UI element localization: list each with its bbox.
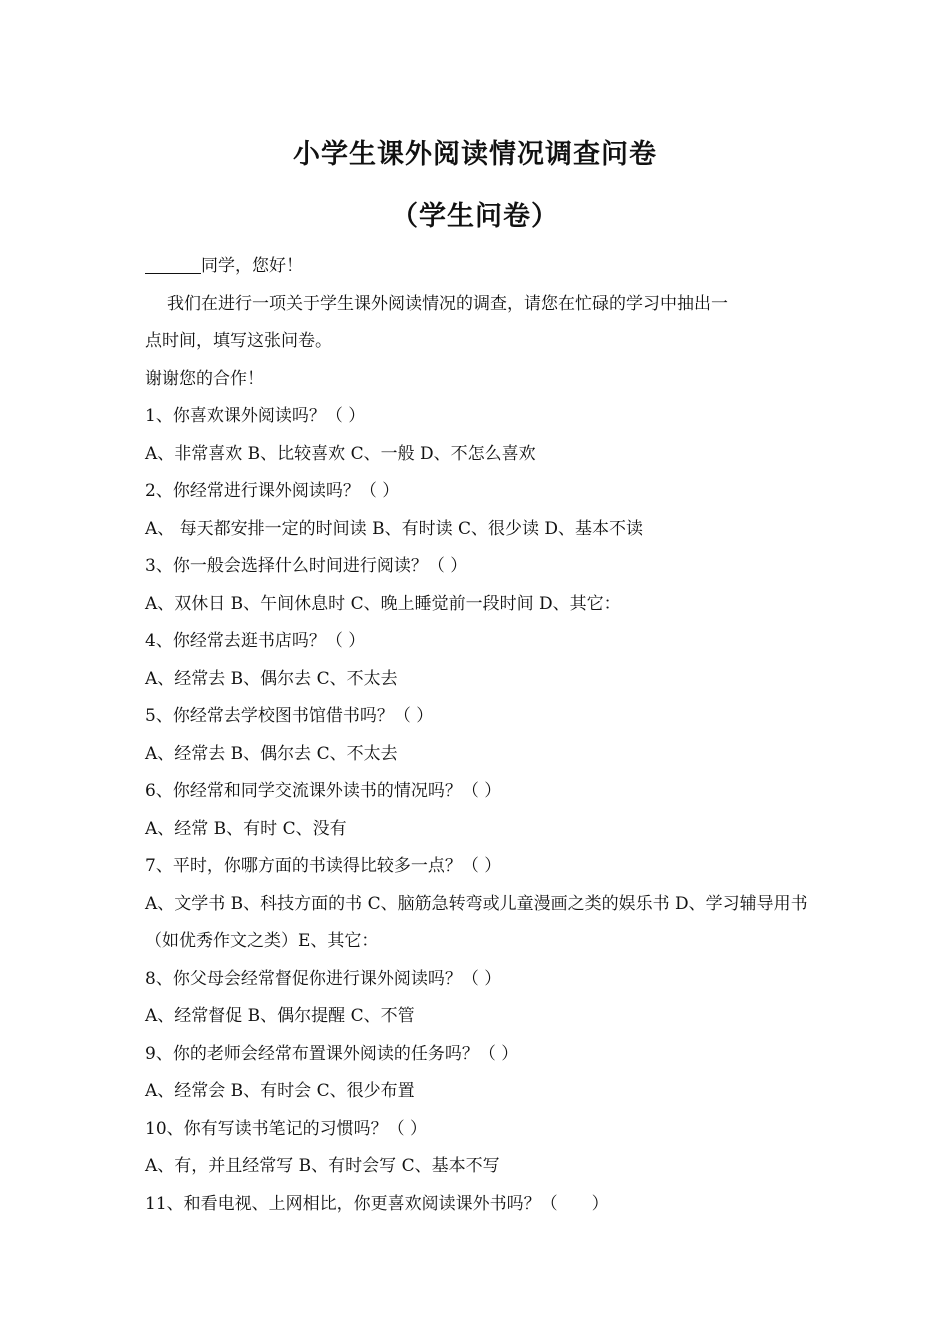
question-6-options: A、经常 B、有时 C、没有 xyxy=(145,818,347,839)
question-9-options: A、经常会 B、有时会 C、很少布置 xyxy=(145,1081,415,1101)
question-3: 3、你一般会选择什么时间进行阅读？（ ） xyxy=(145,556,468,576)
question-4: 4、你经常去逛书店吗？（ ） xyxy=(145,631,366,651)
question-2-options: A、 每天都安排一定的时间读 B、有时读 C、很少读 D、基本不读 xyxy=(145,518,644,539)
name-blank[interactable] xyxy=(145,253,201,274)
question-7: 7、平时，你哪方面的书读得比较多一点？（ ） xyxy=(145,856,502,876)
question-8-options: A、经常督促 B、偶尔提醒 C、不管 xyxy=(145,1006,415,1026)
question-4-options: A、经常去 B、偶尔去 C、不太去 xyxy=(145,668,398,689)
question-1-options: A、非常喜欢 B、比较喜欢 C、一般 D、不怎么喜欢 xyxy=(145,443,536,464)
question-10: 10、你有写读书笔记的习惯吗？（ ） xyxy=(145,1118,428,1139)
greeting-line xyxy=(145,248,815,286)
question-7-options: A、文学书 B、科技方面的书 C、脑筋急转弯或儿童漫画之类的娱乐书 D、学习辅导用书（如优秀作文之类）E、其它： xyxy=(145,893,808,951)
question-6: 6、你经常和同学交流课外读书的情况吗？（ ） xyxy=(145,781,502,801)
questionnaire-body xyxy=(145,248,815,1223)
question-3-options: A、双休日 B、午间休息时 C、晚上睡觉前一段时间 D、其它： xyxy=(145,593,621,614)
page-title: 小学生课外阅读情况调查问卷 xyxy=(293,139,657,170)
question-2: 2、你经常进行课外阅读吗？（ ） xyxy=(145,481,400,501)
greeting-text: 同学，您好！ xyxy=(201,256,303,276)
question-10-options: A、有，并且经常写 B、有时会写 C、基本不写 xyxy=(145,1156,500,1176)
thanks-line: 谢谢您的合作！ xyxy=(145,368,264,389)
intro-line-1: 我们在进行一项关于学生课外阅读情况的调查，请您在忙碌的学习中抽出一 xyxy=(167,293,728,314)
question-9: 9、你的老师会经常布置课外阅读的任务吗？（ ） xyxy=(145,1043,519,1064)
page-subtitle: （学生问卷） xyxy=(391,201,559,232)
question-8: 8、你父母会经常督促你进行课外阅读吗？（ ） xyxy=(145,968,502,989)
question-5-options: A、经常去 B、偶尔去 C、不太去 xyxy=(145,743,398,764)
question-5: 5、你经常去学校图书馆借书吗？（ ） xyxy=(145,706,434,726)
question-11: 11、和看电视、上网相比，你更喜欢阅读课外书吗？（ ） xyxy=(145,1193,609,1214)
question-1: 1、你喜欢课外阅读吗？（ ） xyxy=(145,406,366,426)
intro-line-2: 点时间，填写这张问卷。 xyxy=(145,331,332,351)
